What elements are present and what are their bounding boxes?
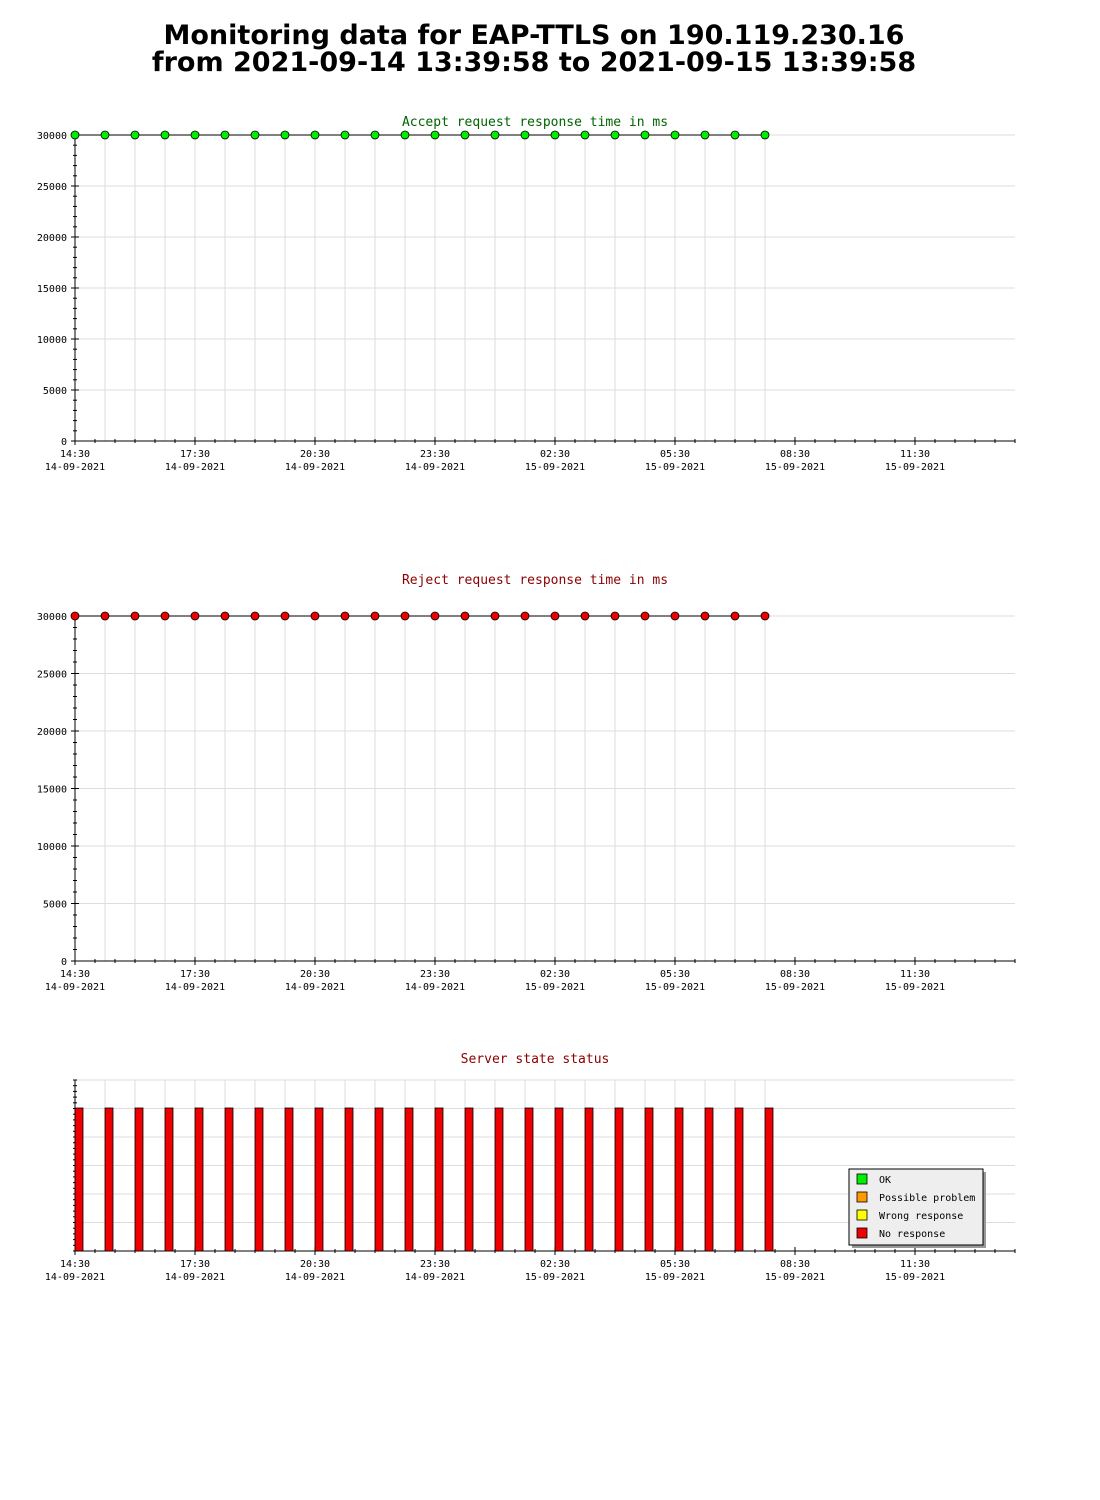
legend-label: No response (879, 1229, 946, 1240)
y-tick-label: 15000 (36, 784, 67, 796)
data-point (461, 612, 469, 620)
x-tick-label-date: 14-09-2021 (404, 462, 466, 473)
x-tick-label-date: 15-09-2021 (764, 462, 826, 473)
status-bar (675, 1108, 683, 1251)
status-bar (525, 1108, 533, 1251)
data-point (611, 612, 619, 620)
x-tick-label-time: 20:30 (299, 449, 331, 460)
x-tick-label-time: 11:30 (899, 1259, 931, 1270)
x-tick-label-time: 08:30 (779, 969, 811, 980)
data-point (641, 612, 649, 620)
status-bar (165, 1108, 173, 1251)
x-tick-label-time: 14:30 (59, 969, 91, 980)
data-point (341, 131, 349, 139)
x-tick-label-time: 20:30 (299, 1259, 331, 1270)
data-point (521, 131, 529, 139)
x-tick-label-date: 15-09-2021 (884, 1272, 946, 1283)
x-tick-label-date: 14-09-2021 (164, 1272, 226, 1283)
status-bar (735, 1108, 743, 1251)
data-point (731, 612, 739, 620)
x-tick-label-date: 14-09-2021 (284, 462, 346, 473)
status-bar (75, 1108, 83, 1251)
page-title-line1: Monitoring data for EAP-TTLS on 190.119.230.16 (163, 20, 905, 51)
data-point (491, 131, 499, 139)
data-point (701, 131, 709, 139)
legend-swatch (857, 1174, 867, 1184)
legend-swatch (857, 1192, 867, 1202)
status-bar (465, 1108, 473, 1251)
data-point (161, 612, 169, 620)
data-point (71, 612, 79, 620)
status-bar (105, 1108, 113, 1251)
x-tick-label-date: 15-09-2021 (884, 462, 946, 473)
x-tick-label-time: 02:30 (539, 969, 571, 980)
data-point (611, 131, 619, 139)
x-tick-label-time: 20:30 (299, 969, 331, 980)
data-point (341, 612, 349, 620)
y-tick-label: 0 (60, 957, 67, 968)
status-bar (645, 1108, 653, 1251)
x-tick-label-date: 15-09-2021 (644, 982, 706, 993)
x-tick-label-time: 17:30 (179, 969, 211, 980)
data-point (581, 131, 589, 139)
status-bar (765, 1108, 773, 1251)
data-point (431, 612, 439, 620)
x-tick-label-date: 15-09-2021 (764, 1272, 826, 1283)
data-point (71, 131, 79, 139)
x-tick-label-time: 17:30 (179, 1259, 211, 1270)
status-bar (195, 1108, 203, 1251)
chart-status (45, 1052, 1015, 1283)
data-point (281, 612, 289, 620)
legend-swatch (857, 1228, 867, 1238)
status-bar (495, 1108, 503, 1251)
x-tick-label-time: 14:30 (59, 449, 91, 460)
y-tick-label: 10000 (36, 842, 67, 853)
status-bar (315, 1108, 323, 1251)
x-tick-label-date: 14-09-2021 (164, 462, 226, 473)
x-tick-label-time: 11:30 (899, 449, 931, 460)
x-tick-label-time: 02:30 (539, 1259, 571, 1270)
status-bar (705, 1108, 713, 1251)
y-tick-label: 25000 (36, 669, 67, 681)
x-tick-label-time: 05:30 (659, 449, 691, 460)
x-tick-label-date: 15-09-2021 (764, 982, 826, 993)
data-point (761, 612, 769, 620)
data-point (491, 612, 499, 620)
data-point (191, 612, 199, 620)
data-point (311, 131, 319, 139)
chart-title: Server state status (460, 1052, 610, 1067)
data-point (671, 612, 679, 620)
x-tick-label-time: 23:30 (419, 969, 451, 980)
x-tick-label-time: 23:30 (419, 449, 451, 460)
data-point (281, 131, 289, 139)
x-tick-label-date: 14-09-2021 (284, 1272, 346, 1283)
x-tick-label-time: 17:30 (179, 449, 211, 460)
data-point (191, 131, 199, 139)
data-point (701, 612, 709, 620)
legend-label: Wrong response (879, 1211, 964, 1222)
x-tick-label-time: 23:30 (419, 1259, 451, 1270)
x-tick-label-time: 05:30 (659, 1259, 691, 1270)
data-point (761, 131, 769, 139)
data-point (671, 131, 679, 139)
y-tick-label: 0 (60, 437, 67, 448)
x-tick-label-date: 14-09-2021 (44, 1272, 106, 1283)
status-bar (225, 1108, 233, 1251)
x-tick-label-date: 15-09-2021 (884, 982, 946, 993)
status-bar (375, 1108, 383, 1251)
legend-label: Possible problem (879, 1193, 976, 1204)
data-point (581, 612, 589, 620)
x-tick-label-date: 14-09-2021 (284, 982, 346, 993)
chart-accept (37, 115, 1015, 473)
chart-title: Accept request response time in ms (401, 115, 669, 130)
x-tick-label-date: 15-09-2021 (524, 982, 586, 993)
y-tick-label: 20000 (36, 233, 67, 244)
x-tick-label-time: 08:30 (779, 449, 811, 460)
data-point (101, 612, 109, 620)
legend-swatch (857, 1210, 867, 1220)
x-tick-label-date: 14-09-2021 (44, 462, 106, 473)
data-point (251, 131, 259, 139)
data-point (101, 131, 109, 139)
y-tick-label: 5000 (42, 386, 67, 397)
chart-title: Reject request response time in ms (401, 573, 669, 588)
status-bar (615, 1108, 623, 1251)
x-tick-label-time: 14:30 (59, 1259, 91, 1270)
y-tick-label: 20000 (36, 727, 67, 738)
status-bar (435, 1108, 443, 1251)
data-point (131, 131, 139, 139)
data-point (371, 612, 379, 620)
data-point (401, 131, 409, 139)
status-bar (255, 1108, 263, 1251)
data-point (371, 131, 379, 139)
status-bar (585, 1108, 593, 1251)
data-point (161, 131, 169, 139)
legend-label: OK (879, 1175, 892, 1186)
x-tick-label-date: 15-09-2021 (524, 462, 586, 473)
data-point (131, 612, 139, 620)
data-point (461, 131, 469, 139)
y-tick-label: 10000 (36, 335, 67, 346)
status-bar (555, 1108, 563, 1251)
data-point (251, 612, 259, 620)
x-tick-label-date: 14-09-2021 (44, 982, 106, 993)
x-tick-label-time: 02:30 (539, 449, 571, 460)
x-tick-label-date: 14-09-2021 (404, 1272, 466, 1283)
x-tick-label-date: 15-09-2021 (644, 1272, 706, 1283)
x-tick-label-time: 05:30 (659, 969, 691, 980)
data-point (311, 612, 319, 620)
x-tick-label-date: 15-09-2021 (644, 462, 706, 473)
x-tick-label-date: 14-09-2021 (404, 982, 466, 993)
data-point (551, 131, 559, 139)
status-bar (285, 1108, 293, 1251)
data-point (731, 131, 739, 139)
y-tick-label: 30000 (36, 612, 67, 623)
data-point (401, 612, 409, 620)
data-point (431, 131, 439, 139)
status-bar (345, 1108, 353, 1251)
data-point (641, 131, 649, 139)
x-tick-label-date: 14-09-2021 (164, 982, 226, 993)
status-bar (135, 1108, 143, 1251)
x-tick-label-date: 15-09-2021 (524, 1272, 586, 1283)
y-tick-label: 5000 (42, 899, 67, 911)
status-bar (405, 1108, 413, 1251)
page-title-line2: from 2021-09-14 13:39:58 to 2021-09-15 13:39:58 (151, 47, 917, 78)
data-point (521, 612, 529, 620)
chart-reject (37, 573, 1015, 993)
data-point (551, 612, 559, 620)
y-tick-label: 30000 (36, 131, 67, 142)
data-point (221, 612, 229, 620)
data-point (221, 131, 229, 139)
x-tick-label-time: 11:30 (899, 969, 931, 980)
y-tick-label: 15000 (36, 284, 67, 295)
y-tick-label: 25000 (36, 182, 67, 193)
x-tick-label-time: 08:30 (779, 1259, 811, 1270)
